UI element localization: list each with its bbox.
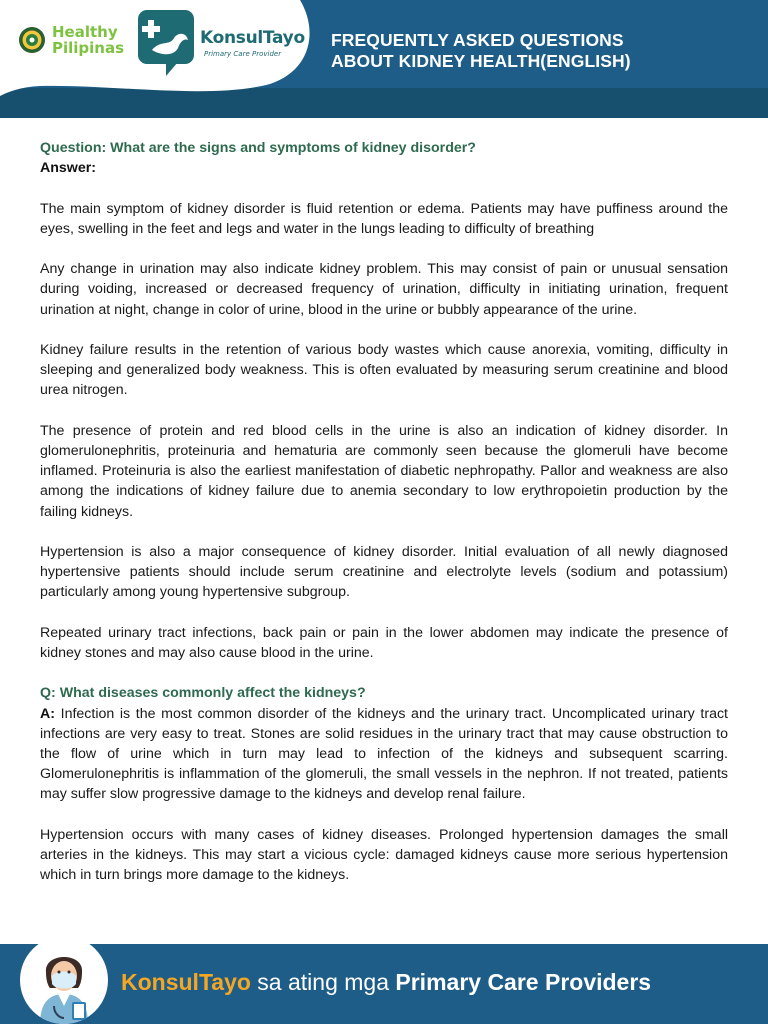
answer-paragraph: The presence of protein and red blood cells in the urine is also an indication of kidney disorder. In glomerulonephritis, proteinuria and hematuria are commonly seen because the glomeruli have become inflamed. Proteinuria is also the earliest manifestation of diabetic nephropathy. Pallor and weakness are also among the indications of kidney failure due to anemia secondary to low erythropoietin production by the failing kidneys. — [40, 422, 728, 520]
page-title-line2: ABOUT KIDNEY HEALTH(ENGLISH) — [331, 51, 631, 71]
konsultayo-logo-subtitle: Primary Care Provider — [204, 50, 282, 58]
footer-tagline — [121, 969, 651, 996]
faq-question-2: Q: What diseases commonly affect the kidneys? — [40, 685, 366, 702]
page-footer — [0, 944, 768, 1024]
faq-content — [40, 138, 728, 885]
konsultayo-logo-text: KonsulTayo — [200, 28, 305, 48]
konsultayo-logo-icon — [138, 10, 196, 78]
doctor-avatar-icon — [20, 936, 108, 1024]
answer-paragraph: Hypertension is also a major consequence of kidney disorder. Initial evaluation of all newly diagnosed hypertensive patients should include serum creatinine and electrolyte levels (sodium and potassium) particularly among young hypertensive subgroup. — [40, 543, 728, 601]
doh-seal-icon — [18, 26, 46, 54]
faq-answer-label-1: Answer: — [40, 160, 96, 177]
answer-paragraph: Hypertension occurs with many cases of kidney diseases. Prolonged hypertension damages the small arteries in the kidneys. This may start a vicious cycle: damaged kidneys cause more serious hypertension which in turn brings more damage to the kidneys. — [40, 826, 728, 884]
page-title — [331, 30, 631, 72]
answer-paragraph: Any change in urination may also indicate kidney problem. This may consist of pain or unusual sensation during voiding, increased or decreased frequency of urination, difficulty in initiating urination, frequent urination at night, change in color of urine, blood in the urine or bubbly appearance of the urine. — [40, 261, 728, 318]
footer-bold-text: Primary Care Providers — [395, 969, 652, 995]
faq-question-1: Question: What are the signs and symptoms of kidney disorder? — [40, 140, 476, 156]
answer-text: Infection is the most common disorder of the kidneys and the urinary tract. Uncomplicated urinary tract infections are very easy to treat. Stones are solid residues in the urinary tract that may cause obstruction to the flow of urine which in turn may lead to infection of the kidneys and subsequent scarring. Glomerulonephritis is inflammation of the glomeruli, the small vessels in the nephron. If not treated, patients may suffer slow progressive damage to the kidneys and develop renal failure. — [40, 705, 728, 803]
logo-pilipinas-text: Pilipinas — [52, 39, 125, 57]
answer-paragraph: Repeated urinary tract infections, back pain or pain in the lower abdomen may indicate the presence of kidney stones and may also cause blood in the urine. — [40, 624, 728, 661]
healthy-pilipinas-logo — [18, 24, 124, 56]
answer-paragraph: The main symptom of kidney disorder is fluid retention or edema. Patients may have puffiness around the eyes, swelling in the feet and legs and water in the lungs leading to difficulty of breathing — [40, 200, 728, 237]
page-header — [0, 0, 768, 118]
footer-brand: KonsulTayo — [121, 969, 251, 995]
answer-paragraph: Kidney failure results in the retention of various body wastes which cause anorexia, vomiting, difficulty in sleeping and generalized body weakness. This is often evaluated by measuring serum creatinine and blood urea nitrogen. — [40, 341, 728, 399]
footer-middle-text: sa ating mga — [250, 969, 396, 995]
faq-answer-label-2: A: — [40, 705, 55, 722]
answer-paragraph — [40, 704, 728, 805]
page-title-line1: FREQUENTLY ASKED QUESTIONS — [331, 30, 624, 50]
logo-healthy-text: Healthy — [52, 23, 118, 41]
footer-avatar-circle — [20, 936, 108, 1024]
